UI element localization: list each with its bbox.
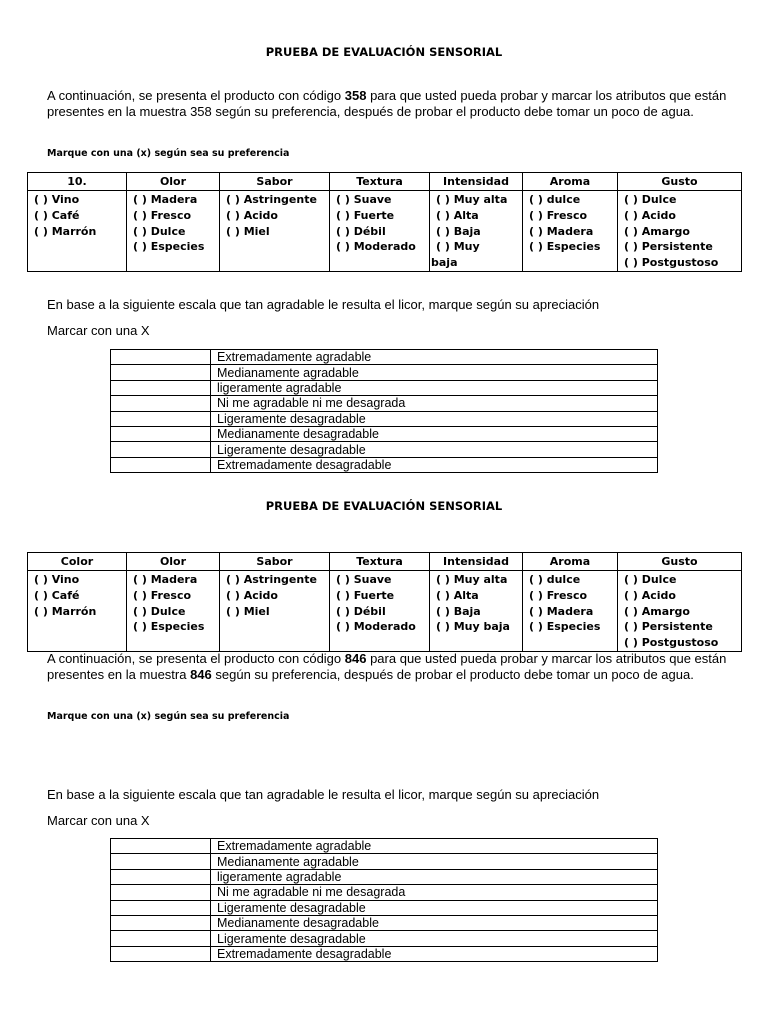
header-1-6: Gusto bbox=[618, 173, 742, 191]
attribute-table-1 bbox=[27, 172, 742, 272]
scale-label: Ligeramente desagradable bbox=[211, 442, 658, 457]
product-code-2: 846 bbox=[344, 651, 367, 666]
scale-label: Medianamente desagradable bbox=[211, 426, 658, 441]
option-muy-baja-wrap: baja bbox=[431, 256, 458, 270]
column-aroma-2 bbox=[523, 571, 618, 652]
option-aroma-especies[interactable]: ( ) Especies bbox=[529, 240, 601, 254]
option-aroma-dulce[interactable]: ( ) dulce bbox=[529, 573, 581, 586]
page-title-1: PRUEBA DE EVALUACIÓN SENSORIAL bbox=[265, 45, 503, 59]
mark-cell[interactable] bbox=[111, 426, 211, 441]
header-2-2: Sabor bbox=[220, 553, 330, 571]
scale-row bbox=[111, 411, 658, 426]
scale-row bbox=[111, 946, 658, 961]
header-2-0: Color bbox=[28, 553, 127, 571]
page-title-2: PRUEBA DE EVALUACIÓN SENSORIAL bbox=[265, 499, 503, 513]
option-especies[interactable]: ( ) Especies bbox=[133, 620, 205, 634]
mark-cell[interactable] bbox=[111, 411, 211, 426]
option-aroma-madera[interactable]: ( ) Madera bbox=[529, 224, 594, 238]
header-1-4: Intensidad bbox=[430, 173, 523, 191]
option-muy-alta[interactable]: ( ) Muy alta bbox=[436, 573, 508, 586]
option-alta[interactable]: ( ) Alta bbox=[436, 208, 479, 222]
scale-label: Ligeramente desagradable bbox=[211, 411, 658, 426]
option-especies[interactable]: ( ) Especies bbox=[133, 240, 205, 254]
column-sabor-2 bbox=[220, 571, 330, 652]
mark-cell[interactable] bbox=[111, 854, 211, 869]
scale-row bbox=[111, 350, 658, 365]
product-code-1: 358 bbox=[344, 88, 367, 103]
header-1-1: Olor bbox=[127, 173, 220, 191]
option-moderado[interactable]: ( ) Moderado bbox=[336, 620, 416, 634]
header-2-1: Olor bbox=[127, 553, 220, 571]
header-1-5: Aroma bbox=[523, 173, 618, 191]
header-1-2: Sabor bbox=[220, 173, 330, 191]
option-gusto-amargo[interactable]: ( ) Amargo bbox=[624, 604, 690, 618]
mark-cell[interactable] bbox=[111, 869, 211, 884]
mark-cell[interactable] bbox=[111, 396, 211, 411]
option-fresco[interactable]: ( ) Fresco bbox=[133, 588, 192, 602]
header-2-3: Textura bbox=[330, 553, 430, 571]
scale-row bbox=[111, 900, 658, 915]
option-aroma-madera[interactable]: ( ) Madera bbox=[529, 604, 594, 618]
scale-label: ligeramente agradable bbox=[211, 869, 658, 884]
mark-cell[interactable] bbox=[111, 380, 211, 395]
option-cafe[interactable]: ( ) Café bbox=[34, 208, 80, 222]
option-debil[interactable]: ( ) Débil bbox=[336, 604, 386, 618]
option-debil[interactable]: ( ) Débil bbox=[336, 224, 386, 238]
option-gusto-persistente[interactable]: ( ) Persistente bbox=[624, 620, 713, 634]
scale-table-1 bbox=[110, 349, 658, 473]
scale-prompt-2: En base a la siguiente escala que tan agradable le resulta el licor, marque según su apreciación bbox=[47, 787, 600, 802]
option-gusto-acido[interactable]: ( ) Acido bbox=[624, 208, 676, 222]
option-madera[interactable]: ( ) Madera bbox=[133, 573, 198, 586]
mark-cell[interactable] bbox=[111, 350, 211, 365]
scale-row bbox=[111, 396, 658, 411]
scale-row bbox=[111, 885, 658, 900]
option-fuerte[interactable]: ( ) Fuerte bbox=[336, 588, 395, 602]
attribute-table-2 bbox=[27, 552, 742, 652]
scale-label: Extremadamente agradable bbox=[211, 839, 658, 854]
scale-label: ligeramente agradable bbox=[211, 380, 658, 395]
option-acido[interactable]: ( ) Acido bbox=[226, 208, 278, 222]
scale-row bbox=[111, 839, 658, 854]
option-baja[interactable]: ( ) Baja bbox=[436, 604, 481, 618]
column-textura-2 bbox=[330, 571, 430, 652]
mark-cell[interactable] bbox=[111, 457, 211, 472]
scale-label: Medianamente agradable bbox=[211, 854, 658, 869]
scale-label: Extremadamente desagradable bbox=[211, 946, 658, 961]
scale-row bbox=[111, 457, 658, 472]
option-moderado[interactable]: ( ) Moderado bbox=[336, 240, 416, 254]
scale-row bbox=[111, 915, 658, 930]
scale-label: Extremadamente agradable bbox=[211, 350, 658, 365]
mark-cell[interactable] bbox=[111, 839, 211, 854]
header-2-5: Aroma bbox=[523, 553, 618, 571]
option-gusto-postgustoso[interactable]: ( ) Postgustoso bbox=[624, 636, 719, 650]
scale-row bbox=[111, 365, 658, 380]
header-2-6: Gusto bbox=[618, 553, 742, 571]
scale-row bbox=[111, 426, 658, 441]
mark-cell[interactable] bbox=[111, 885, 211, 900]
scale-prompt-1: En base a la siguiente escala que tan agradable le resulta el licor, marque según su apreciación bbox=[47, 297, 600, 312]
scale-label: Extremadamente desagradable bbox=[211, 457, 658, 472]
header-1-3: Textura bbox=[330, 173, 430, 191]
option-dulce[interactable]: ( ) Dulce bbox=[133, 604, 186, 618]
option-aroma-especies[interactable]: ( ) Especies bbox=[529, 620, 601, 634]
scale-label: Medianamente desagradable bbox=[211, 915, 658, 930]
mark-cell[interactable] bbox=[111, 915, 211, 930]
mark-cell[interactable] bbox=[111, 365, 211, 380]
option-cafe[interactable]: ( ) Café bbox=[34, 588, 80, 602]
column-olor-2 bbox=[127, 571, 220, 652]
option-gusto-postgustoso[interactable]: ( ) Postgustoso bbox=[624, 256, 719, 270]
mark-cell[interactable] bbox=[111, 946, 211, 961]
option-muy-baja[interactable]: ( ) Muy baja bbox=[436, 620, 510, 634]
option-madera[interactable]: ( ) Madera bbox=[133, 193, 198, 206]
column-intensidad-1 bbox=[430, 191, 523, 272]
option-acido[interactable]: ( ) Acido bbox=[226, 588, 278, 602]
scale-row bbox=[111, 931, 658, 946]
option-vino[interactable]: ( ) Vino bbox=[34, 193, 80, 206]
option-aroma-fresco[interactable]: ( ) Fresco bbox=[529, 588, 588, 602]
option-gusto-dulce[interactable]: ( ) Dulce bbox=[624, 193, 677, 206]
column-color-1 bbox=[28, 191, 127, 272]
scale-label: Medianamente agradable bbox=[211, 365, 658, 380]
option-astringente[interactable]: ( ) Astringente bbox=[226, 573, 317, 586]
mark-cell[interactable] bbox=[111, 931, 211, 946]
option-vino[interactable]: ( ) Vino bbox=[34, 573, 80, 586]
scale-row bbox=[111, 869, 658, 884]
scale-row bbox=[111, 380, 658, 395]
option-marron[interactable]: ( ) Marrón bbox=[34, 604, 97, 618]
scale-label: Ni me agradable ni me desagrada bbox=[211, 885, 658, 900]
column-gusto-1 bbox=[618, 191, 742, 272]
option-baja[interactable]: ( ) Baja bbox=[436, 224, 481, 238]
option-gusto-acido[interactable]: ( ) Acido bbox=[624, 588, 676, 602]
instruction-2: Marque con una (x) según sea su preferencia bbox=[47, 711, 290, 722]
intro-paragraph-2: A continuación, se presenta el producto con código 846 para que usted pueda probar y marcar los atributos que están presentes en la muestra 846 según su preferencia, después de probar el producto debe tomar un poco de agua. bbox=[47, 651, 727, 682]
scale-label: Ligeramente desagradable bbox=[211, 900, 658, 915]
scale-label: Ni me agradable ni me desagrada bbox=[211, 396, 658, 411]
column-intensidad-2 bbox=[430, 571, 523, 652]
instruction-1: Marque con una (x) según sea su preferencia bbox=[47, 148, 290, 159]
header-1-0: 10. bbox=[28, 173, 127, 191]
option-dulce[interactable]: ( ) Dulce bbox=[133, 224, 186, 238]
column-gusto-2 bbox=[618, 571, 742, 652]
option-alta[interactable]: ( ) Alta bbox=[436, 588, 479, 602]
scale-row bbox=[111, 854, 658, 869]
option-muy-baja[interactable]: ( ) Muy bbox=[436, 240, 480, 254]
option-gusto-dulce[interactable]: ( ) Dulce bbox=[624, 573, 677, 586]
mark-label-2: Marcar con una X bbox=[47, 813, 150, 828]
option-miel[interactable]: ( ) Miel bbox=[226, 224, 270, 238]
option-marron[interactable]: ( ) Marrón bbox=[34, 224, 97, 238]
header-2-4: Intensidad bbox=[430, 553, 523, 571]
column-sabor-1 bbox=[220, 191, 330, 272]
mark-cell[interactable] bbox=[111, 900, 211, 915]
option-gusto-amargo[interactable]: ( ) Amargo bbox=[624, 224, 690, 238]
scale-label: Ligeramente desagradable bbox=[211, 931, 658, 946]
product-code-2b: 846 bbox=[190, 667, 212, 682]
option-suave[interactable]: ( ) Suave bbox=[336, 193, 392, 206]
option-suave[interactable]: ( ) Suave bbox=[336, 573, 392, 586]
option-fuerte[interactable]: ( ) Fuerte bbox=[336, 208, 395, 222]
scale-row bbox=[111, 442, 658, 457]
mark-label-1: Marcar con una X bbox=[47, 323, 150, 338]
option-aroma-fresco[interactable]: ( ) Fresco bbox=[529, 208, 588, 222]
option-miel[interactable]: ( ) Miel bbox=[226, 604, 270, 618]
column-color-2 bbox=[28, 571, 127, 652]
mark-cell[interactable] bbox=[111, 442, 211, 457]
scale-table-2 bbox=[110, 838, 658, 962]
option-muy-alta[interactable]: ( ) Muy alta bbox=[436, 193, 508, 206]
option-fresco[interactable]: ( ) Fresco bbox=[133, 208, 192, 222]
option-astringente[interactable]: ( ) Astringente bbox=[226, 193, 317, 206]
option-aroma-dulce[interactable]: ( ) dulce bbox=[529, 193, 581, 206]
intro-paragraph-1: A continuación, se presenta el producto con código 358 para que usted pueda probar y marcar los atributos que están presentes en la muestra 358 según su preferencia, después de probar el producto debe tomar un poco de agua. bbox=[47, 88, 727, 119]
column-olor-1 bbox=[127, 191, 220, 272]
column-aroma-1 bbox=[523, 191, 618, 272]
option-gusto-persistente[interactable]: ( ) Persistente bbox=[624, 240, 713, 254]
column-textura-1 bbox=[330, 191, 430, 272]
